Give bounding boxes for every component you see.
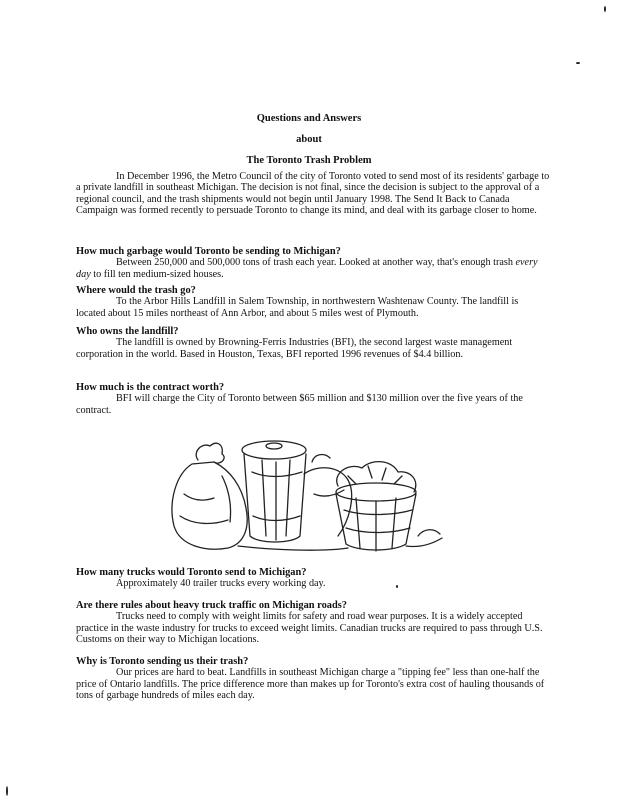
title-line-1: Questions and Answers [256, 113, 362, 124]
qa-truck-count [76, 567, 550, 590]
answer: The landfill is owned by Browning-Ferris Industries (BFI), the second largest waste management corporation in the world. Based in Houston, Texas, BFI reported 1996 revenues of $4.4 billion. [76, 337, 513, 360]
question: Why is Toronto sending us their trash? [76, 656, 249, 667]
trash-cans-and-bags-illustration [162, 424, 452, 554]
answer: To the Arbor Hills Landfill in Salem Township, in northwestern Washtenaw County. The landfill is located about 15 miles northeast of Ann Arbor, and about 5 miles west of Plymouth. [76, 296, 519, 319]
qa-trash-destination [76, 285, 550, 319]
scan-speck [396, 585, 398, 588]
scan-speck [604, 6, 606, 12]
question: How much garbage would Toronto be sending to Michigan? [76, 246, 341, 257]
intro-text: In December 1996, the Metro Council of the city of Toronto voted to send most of its residents' garbage to a private landfill in southeast Michigan. The decision is not final, since the decision is subject to the approval of a regional council, and the trash shipments would not begin until January 1998. The Send It Back to Canada Campaign was formed recently to persuade Toronto to change its mind, and deal with its garbage closer to home. [76, 171, 550, 217]
question: Who owns the landfill? [76, 326, 179, 337]
title-line-2: about [296, 134, 322, 145]
qa-truck-rules [76, 600, 550, 646]
answer: Between 250,000 and 500,000 tons of trash each year. Looked at another way, that's enough trash every day to fill ten medium-sized houses. [76, 257, 538, 280]
answer: Our prices are hard to beat. Landfills in southeast Michigan charge a "tipping fee" less than one-half the price of Ontario landfills. The price difference more than makes up for Toronto's extra cost of hauling thousands of tons of garbage hundreds of miles each day. [76, 667, 545, 702]
scan-speck [576, 62, 580, 64]
answer: BFI will charge the City of Toronto between $65 million and $130 million over the five years of the contract. [76, 393, 523, 416]
document-title [0, 108, 618, 171]
intro-paragraph [76, 171, 550, 217]
qa-garbage-amount [76, 246, 550, 280]
title-line-3: The Toronto Trash Problem [246, 155, 372, 166]
qa-why-toronto [76, 656, 550, 702]
answer: Approximately 40 trailer trucks every working day. [116, 578, 326, 590]
qa-landfill-owner [76, 326, 550, 360]
question: Are there rules about heavy truck traffic on Michigan roads? [76, 600, 347, 611]
question: How many trucks would Toronto send to Michigan? [76, 567, 307, 578]
scan-speck [6, 786, 8, 796]
question: How much is the contract worth? [76, 382, 225, 393]
answer: Trucks need to comply with weight limits for safety and road wear purposes. It is a widely accepted practice in the waste industry for trucks to exceed weight limits. Canadian trucks are required to pass through U.S. Customs on their way to Michigan locations. [76, 611, 543, 646]
qa-contract-worth [76, 382, 550, 416]
question: Where would the trash go? [76, 285, 196, 296]
